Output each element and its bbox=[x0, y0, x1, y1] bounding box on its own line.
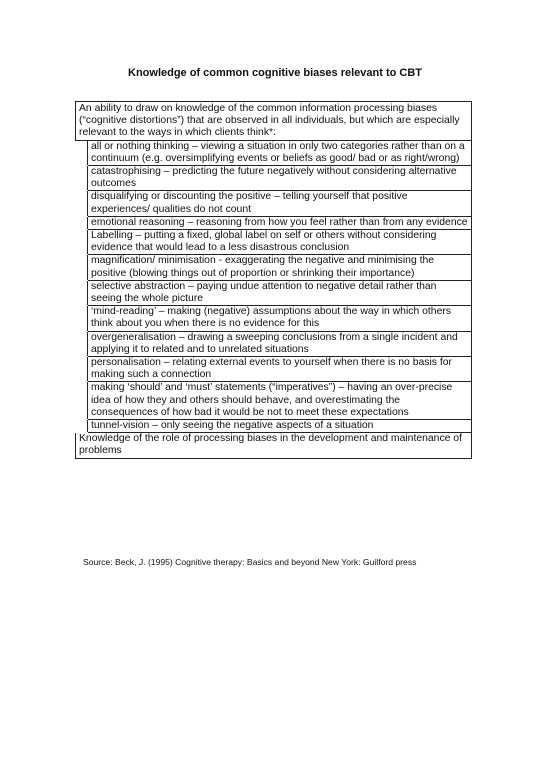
closing-text: Knowledge of the role of processing biases in the development and maintenance of problems bbox=[76, 433, 472, 458]
bias-row bbox=[76, 166, 472, 191]
competence-table bbox=[75, 101, 472, 459]
bias-personalisation: personalisation – relating external events to yourself when there is no basis for making such a connection bbox=[88, 357, 472, 382]
intro-row bbox=[76, 102, 472, 141]
source-citation: Source: Beck, J. (1995) Cognitive therapy: Basics and beyond New York: Guilford press bbox=[83, 557, 417, 567]
bias-labelling: Labelling – putting a fixed, global label on self or others without considering evidence that would lead to a less disastrous conclusion bbox=[88, 230, 472, 255]
bias-should-must-statements: making ‘should’ and ‘must’ statements (“imperatives”) – having an over-precise idea of how they and others should behave, and overestimating the consequences of how bad it would be not to meet these expectations bbox=[88, 382, 472, 420]
bias-selective-abstraction: selective abstraction – paying undue attention to negative detail rather than seeing the whole picture bbox=[88, 280, 472, 305]
bias-catastrophising: catastrophising – predicting the future negatively without considering alternative outcomes bbox=[88, 166, 472, 191]
bias-disqualifying-positive: disqualifying or discounting the positive – telling yourself that positive experiences/ qualities do not count bbox=[88, 191, 472, 216]
bias-row bbox=[76, 306, 472, 331]
intro-text: An ability to draw on knowledge of the common information processing biases (“cognitive distortions”) that are observed in all individuals, but which are especially relevant to the ways in which clients think*: bbox=[76, 102, 472, 141]
bias-mind-reading: ‘mind-reading’ – making (negative) assumptions about the way in which others think about you when there is no evidence for this bbox=[88, 306, 472, 331]
bias-all-or-nothing: all or nothing thinking – viewing a situation in only two categories rather than on a continuum (e.g. oversimplifying events or beliefs as good/ bad or as right/wrong) bbox=[88, 140, 472, 165]
bias-row bbox=[76, 255, 472, 280]
closing-row bbox=[76, 433, 472, 458]
bias-row bbox=[76, 140, 472, 165]
bias-magnification-minimisation: magnification/ minimisation - exaggerating the negative and minimising the positive (blowing things out of proportion or shrinking their importance) bbox=[88, 255, 472, 280]
bias-row bbox=[76, 230, 472, 255]
bias-tunnel-vision: tunnel-vision – only seeing the negative aspects of a situation bbox=[88, 420, 472, 433]
bias-row bbox=[76, 331, 472, 356]
bias-row bbox=[76, 280, 472, 305]
bias-emotional-reasoning: emotional reasoning – reasoning from how you feel rather than from any evidence bbox=[88, 216, 472, 229]
bias-row bbox=[76, 357, 472, 382]
bias-row bbox=[76, 216, 472, 229]
bias-row bbox=[76, 382, 472, 420]
bias-overgeneralisation: overgeneralisation – drawing a sweeping conclusions from a single incident and applying it to related and to unrelated situations bbox=[88, 331, 472, 356]
bias-row bbox=[76, 191, 472, 216]
page-title: Knowledge of common cognitive biases relevant to CBT bbox=[128, 67, 422, 79]
bias-row bbox=[76, 420, 472, 433]
